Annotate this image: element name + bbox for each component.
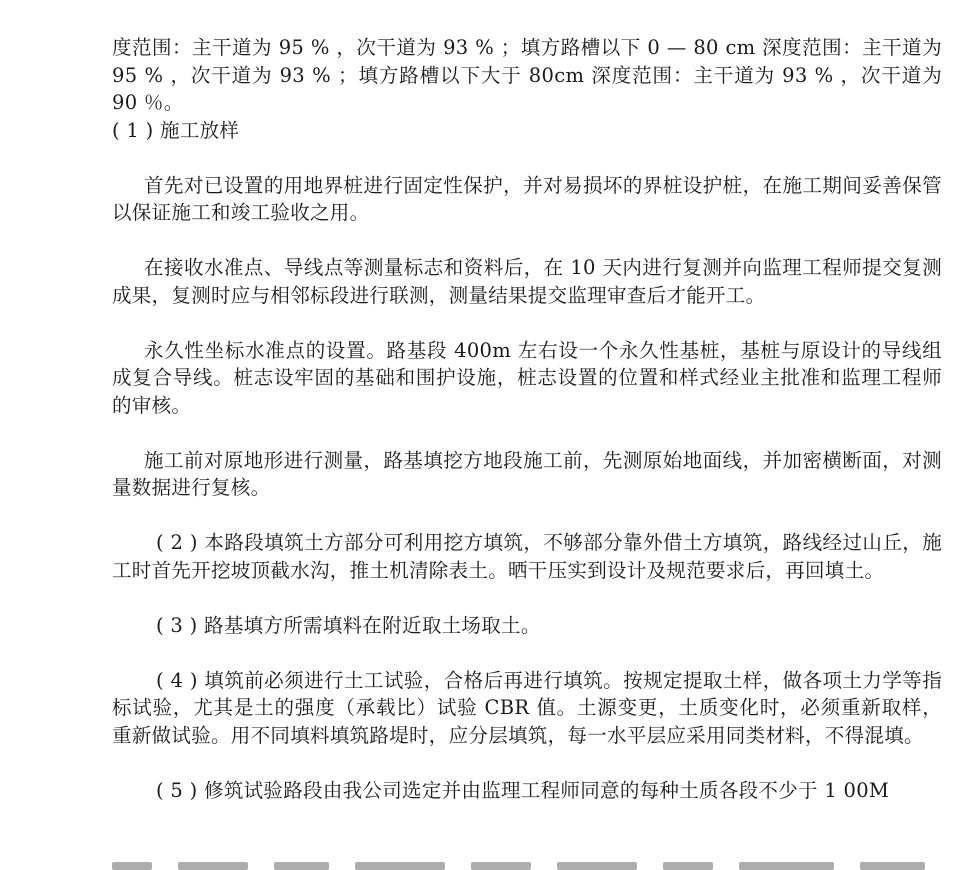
paragraph-benchmark-setup: 永久性坐标水准点的设置。路基段 400m 左右设一个永久性基桩，基桩与原设计的导线组成复合导线。桩志设牢固的基础和围护设施，桩志设置的位置和样式经业主批准和监理工程师的审核。 [112,338,942,417]
paragraph-item-5: ( 5 ) 修筑试验路段由我公司选定并由监理工程师同意的每种土质各段不少于 1 00M [156,778,890,802]
paragraph-survey-recheck: 在接收水准点、导线点等测量标志和资料后，在 10 天内进行复测并向监理工程师提交复测成果，复测时应与相邻标段进行联测，测量结果提交监理审查后才能开工。 [112,256,942,307]
paragraph-terrain-survey: 施工前对原地形进行测量，路基填挖方地段施工前，先测原始地面线，并加密横断面，对测量数据进行复核。 [112,448,942,499]
paragraph-compaction-standard: 度范围：主干道为 95 % ，次干道为 93 % ；填方路槽以下 0 — 80 cm 深度范围：主干道为 95 % ，次干道为 93 % ；填方路槽以下大于 80cm 深度范围：主干道为 93 % ，次干道为 90 ％。 [112,36,942,114]
paragraph-item-2: ( 2 ) 本路段填筑土方部分可利用挖方填筑，不够部分靠外借土方填筑，路线经过山丘，施工时首先开挖坡顶截水沟，推土机清除表土。晒干压实到设计及规范要求后，再回填土。 [112,531,942,582]
paragraph-item-3: ( 3 ) 路基填方所需填料在附近取土场取土。 [156,613,541,637]
heading-construction-layout: ( 1 ) 施工放样 [112,118,240,142]
truncated-next-line [112,856,932,870]
document-body [112,34,942,804]
paragraph-item-4: ( 4 ) 填筑前必须进行土工试验，合格后再进行填筑。按规定提取土样，做各项土力学等指标试验，尤其是土的强度（承载比）试验 CBR 值。土源变更，土质变化时，必须重新取样，重新做试验。用不同填料填筑路堤时，应分层填筑，每一水平层应采用同类材料，不得混填。 [112,668,942,747]
paragraph-boundary-stakes: 首先对已设置的用地界桩进行固定性保护，并对易损坏的界桩设护桩，在施工期间妥善保管以保证施工和竣工验收之用。 [112,173,942,224]
